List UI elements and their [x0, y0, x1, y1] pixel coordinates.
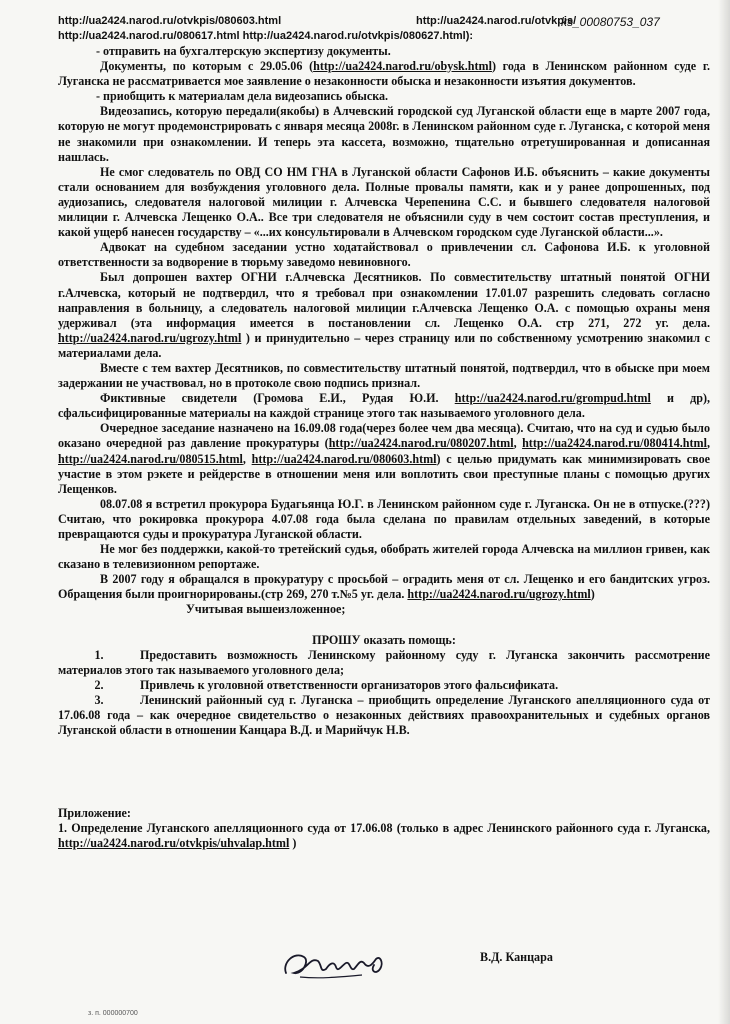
document-body	[58, 44, 710, 852]
link-080603[interactable]: http://ua2424.narod.ru/080603.html	[251, 451, 437, 466]
link-uhvalap[interactable]: http://ua2424.narod.ru/otvkpis/uhvalap.html	[58, 836, 290, 851]
list-item: 3. Ленинский районный суд г. Луганска – приобщить определение Луганского апелляционного суда от 17.06.08 года – как очередное свидетельство о незаконных действиях правоохранительных и судебных органов Луганской области в отношении Канцара В.Д. и Марийчук Н.В.	[58, 692, 710, 738]
link-080515[interactable]: http://ua2424.narod.ru/080515.html	[58, 451, 243, 466]
link-ugrozy-2[interactable]: http://ua2424.narod.ru/ugrozy.html	[407, 587, 591, 602]
appendix-title: Приложение:	[58, 806, 131, 821]
link-080207[interactable]: http://ua2424.narod.ru/080207.html	[328, 436, 514, 451]
signature-name: В.Д. Канцара	[480, 950, 553, 964]
list-item: 1. Предоставить возможность Ленинскому районному суду г. Луганска закончить рассмотрение материалов этого так называемого уголовного дела;	[58, 647, 710, 677]
archive-stamp: ks_00080753_037	[561, 15, 660, 29]
link-obysk[interactable]: http://ua2424.narod.ru/obysk.html	[313, 59, 492, 74]
header-link-left[interactable]: http://ua2424.narod.ru/otvkpis/080603.html	[58, 15, 282, 27]
list-item: 2. Привлечь к уголовной ответственности организаторов этого фальсификата.	[94, 677, 559, 692]
paragraph-guard: Был допрошен вахтер ОГНИ г.Алчевска Десятников. По совместительству штатный понятой ОГНИ г.Алчевска, который не подтвердил, что я требовал при ознакомлении 17.01.07 разрешить следовать согласно направления в больницу, а следователь налоговой милиции г.Алчевска Лещенко О.А. с помощью охраны меня удерживал (эта информация имеется в постановлении сл. Лещенко О.А. стр 271, 272 уг. дела. http://ua2424.narod.ru/ugrozy.html ) и принудительно – через страницу или по собственному усмотрению знакомил с материалами дела.	[58, 270, 710, 360]
link-080414[interactable]: http://ua2424.narod.ru/080414.html	[522, 436, 707, 451]
signature-image	[280, 943, 390, 985]
link-ugrozy[interactable]: http://ua2424.narod.ru/ugrozy.html	[58, 330, 242, 345]
paragraph-appeal: В 2007 году я обращался в прокуратуру с просьбой – оградить меня от сл. Лещенко и его бандитских угроз. Обращения были проигнорированы.(стр 269, 270 т.№5 уг. дела. http://ua2424.narod.ru/ugrozy.html)	[58, 572, 710, 602]
header-line-2: http://ua2424.narod.ru/080617.html http://ua2424.narod.ru/otvkpis/080627.html):	[58, 30, 474, 42]
paragraph-considering: Учитывая вышеизложенное;	[186, 602, 346, 617]
paragraph-guard-2: Вместе с тем вахтер Десятников, по совместительству штатный понятой, подтвердил, что в обыске при моем задержании не участвовал, но в протоколе свою подпись признал.	[58, 360, 710, 391]
paragraph-next-session: Очередное заседание назначено на 16.09.08 года(через более чем два месяца). Считаю, что на суд и судью было оказано очередной раз давление прокуратуры (http://ua2424.narod.ru/080207.html, http://ua2424.narod.ru/080414.html, http://ua2424.narod.ru/080515.html, http://ua2424.narod.ru/080603.html) с целью придумать как минимизировать свое участие в этом рэкете и рейдерстве в отношении меня или воплотить свои преступные планы с помощью других Лещенков.	[58, 421, 710, 496]
request-list	[58, 648, 710, 739]
footer-mark: з. п. 000000700	[88, 1010, 138, 1017]
appendix-item: 1. Определение Луганского апелляционного суда от 17.06.08 (только в адрес Ленинского районного суда г. Луганска, http://ua2424.narod.ru/otvkpis/uhvalap.html )	[58, 821, 710, 851]
paragraph-documents: Документы, по которым с 29.05.06 (http://ua2424.narod.ru/obysk.html) года в Ленинском районном суде г. Луганска не рассматривается мое заявление о незаконности обыска и незаконности изъятия документов.	[58, 59, 710, 89]
paragraph-lawyer: Адвокат на судебном заседании устно ходатайствовал о привлечении сл. Сафонова И.Б. к уголовной ответственности за водворение в тюрьму заведомо невиновного.	[58, 240, 710, 270]
request-title: ПРОШУ оказать помощь:	[312, 632, 456, 647]
link-grompud[interactable]: http://ua2424.narod.ru/grompud.html	[454, 391, 651, 406]
paragraph-video: Видеозапись, которую передали(якобы) в Алчевский городской суд Луганской области еще в марте 2007 года, которую не могут продемонстрировать с января месяца 2008г. в Ленинском районном суде г. Луганска, с которой меня не знакомили при ознакомлении. И теперь эта кассета, возможно, тщательно отретушированная и дописанная нашлась.	[58, 104, 710, 164]
paragraph-judge: Не мог без поддержки, какой-то третейский судья, обобрать жителей города Алчевска на миллион гривен, как сказано в телевизионном репортаже.	[58, 542, 710, 572]
paragraph-witnesses: Фиктивные свидетели (Громова Е.И., Рудая Ю.И. http://ua2424.narod.ru/grompud.html и др), сфальсифицированные материалы на каждой странице этого так называемого уголовного дела.	[58, 391, 710, 421]
header-link-right[interactable]: http://ua2424.narod.ru/otvkpis/	[416, 15, 577, 27]
bullet-video: - приобщить к материалам дела видеозапись обыска.	[96, 89, 389, 104]
paragraph-prosecutor: 08.07.08 я встретил прокурора Будагьянца Ю.Г. в Ленинском районном суде г. Луганска. Он не в отпуске.(???) Считаю, что рокировка прокурора 4.07.08 года была сделана по правилам отдельных заведений, в которые превращаются суды и прокуратура Луганской области.	[58, 496, 710, 541]
bullet-audit: - отправить на бухгалтерскую экспертизу документы.	[96, 44, 391, 58]
paragraph-investigator: Не смог следователь по ОВД СО НМ ГНА в Луганской области Сафонов И.Б. объяснить – какие документы стали основанием для возбуждения уголовного дела. Полные провалы памяти, как и у ранее допрошенных, под аудиозапись, следователя налоговой милиции г. Алчевска Черепенина С.С. и бывшего следователя налоговой милиции г. Алчевска Лещенко О.А.. Все три следователя не объяснили суду в чем состоит состав преступления, и какой ущерб нанесен государству – «...их консультировали в Алчевском городском суде Луганской области...».	[58, 164, 710, 240]
scan-edge-shadow	[718, 0, 730, 1024]
